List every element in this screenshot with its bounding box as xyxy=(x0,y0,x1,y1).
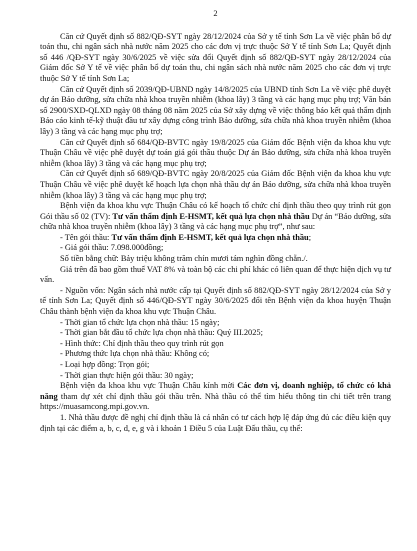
closing-tail: tham dự xét chỉ định thầu gói thầu trên. Nhà thầu có thể tìm hiểu thông tin chi tiết trên trang https://muasamcong.mpi.gov.vn. xyxy=(40,391,391,412)
price-in-words-line: Số tiền bằng chữ: Bảy triệu không trăm chín mươi tám nghìn đồng chẵn./. xyxy=(60,254,308,264)
package-name-label: - Tên gói thầu: xyxy=(60,232,112,242)
paragraph-legal-basis-2: Căn cứ Quyết định số 2039/QĐ-UBND ngày 14/8/2025 của UBND tỉnh Sơn La về việc phê duyệt dự án Bảo dưỡng, sửa chữa nhà khoa truyền nhiễm (khoa lây) 3 tầng và các hạng mục phụ trợ; Văn bản số 2900/SXD-QLXD ngày 08 tháng 08 năm 2025 của Sở xây dựng về việc thông báo kết quả thẩm định Báo cáo kinh tế-kỹ thuật đầu tư xây dựng công trình Bảo dưỡng, sửa chữa nhà khoa truyền nhiễm (khoa lây) 3 tầng và các hạng mục phụ trợ; xyxy=(40,84,391,136)
invitation-package-name: Tư vấn thẩm định E-HSMT, kết quả lựa chọn nhà thầu xyxy=(112,211,310,221)
selection-start-line: - Thời gian bắt đầu tổ chức lựa chọn nhà thầu: Quý III.2025; xyxy=(60,328,263,338)
price-inclusion-note: Giá trên đã bao gồm thuế VAT 8% và toàn bộ các chi phí khác có liên quan để thực hiện dịch vụ tư vấn. xyxy=(40,264,391,285)
execution-duration-line: - Thời gian thực hiện gói thầu: 30 ngày; xyxy=(60,370,194,380)
paragraph-legal-basis-4: Căn cứ Quyết định số 689/QĐ-BVTC ngày 20/8/2025 của Giám đốc Bệnh viện đa khoa khu vực Thuận Châu về việc phê duyệt kế hoạch lựa chọn nhà thầu dự án Bảo dưỡng, sửa chữa nhà khoa truyền nhiễm (khoa lây) 3 tầng và các hạng mục phụ trợ; xyxy=(40,169,391,200)
method-line: - Phương thức lựa chọn nhà thầu: Không có; xyxy=(60,349,210,359)
package-name-line xyxy=(40,233,391,244)
funding-source-line: - Nguồn vốn: Ngân sách nhà nước cấp tại Quyết định số 882/QĐ-SYT ngày 28/12/2024 của Sở y tế tỉnh Sơn La; Quyết định số 446/QĐ-SYT ngày 30/6/2025 đổi tên Bệnh viện đa khoa huyện Thuận Châu thành bệnh viện đa khoa khu vực Thuận Châu. xyxy=(40,285,391,317)
paragraph-legal-basis-1: Căn cứ Quyết định số 882/QĐ-SYT ngày 28/12/2024 của Sở y tế tỉnh Sơn La về việc phân bổ dự toán thu, chi ngân sách nhà nước năm 2025 cho các đơn vị trực thuộc Sở Y tế tỉnh Sơn La; Quyết định số 446 /QĐ-SYT ngày 30/6/2025 về việc sửa đổi Quyết định số 882/QĐ-SYT ngày 28/12/2024 của Giám đốc Sở Y tế về việc phân bổ dự toán thu, chi ngân sách nhà nước năm 2025 cho các đơn vị trực thuộc Sở Y tế tỉnh Sơn La; xyxy=(40,31,391,83)
invitation-lead: Bệnh viện đa khoa khu vực Thuận Châu có kế hoạch tổ chức chỉ định thầu theo quy trình rút gọn Gói thầu số 02 (TV): xyxy=(40,201,391,221)
package-name-value: Tư vấn thẩm định E-HSMT, kết quả lựa chọn nhà thầu xyxy=(111,232,309,242)
item-1-paragraph: 1. Nhà thầu được đề nghị chỉ định thầu là cá nhân có tư cách hợp lệ đáp ứng đủ các điều kiện quy định tại các điểm a, b, c, d, e, g và i khoản 1 Điều 5 của Luật Đấu thầu, cụ thể: xyxy=(40,412,391,433)
page-number: 2 xyxy=(213,9,218,18)
contract-type-line: - Loại hợp đồng: Trọn gói; xyxy=(60,360,150,369)
package-name-tail: ; xyxy=(308,232,312,242)
selection-duration-line: - Thời gian tổ chức lựa chọn nhà thầu: 15 ngày; xyxy=(60,317,220,327)
paragraph-invitation xyxy=(40,201,391,233)
form-line: - Hình thức: Chỉ định thầu theo quy trình rút gọn xyxy=(60,338,224,348)
paragraph-legal-basis-3: Căn cứ Quyết định số 684/QĐ-BVTC ngày 19/8/2025 của Giám đốc Bệnh viện đa khoa khu vực Thuận Châu về việc phê duyệt dự toán giá gói thầu thuộc Dự án Bảo dưỡng, sửa chữa nhà khoa truyền nhiễm (khoa lây) 3 tầng và các hạng mục phụ trợ; xyxy=(40,137,391,168)
paragraph-closing xyxy=(40,381,391,413)
closing-bold: Các đơn vị, doanh nghiệp, tổ chức có khả năng xyxy=(40,381,391,401)
package-price-line: - Giá gói thầu: 7.098.000đồng; xyxy=(60,243,164,253)
closing-lead: Bệnh viện đa khoa khu vực Thuận Châu kính mời xyxy=(60,381,238,391)
invitation-tail: Dự án “Bảo dưỡng, sửa chữa nhà khoa truyền nhiễm (khoa lây) 3 tầng và các hạng mục phụ trợ”, như sau: xyxy=(40,211,391,232)
